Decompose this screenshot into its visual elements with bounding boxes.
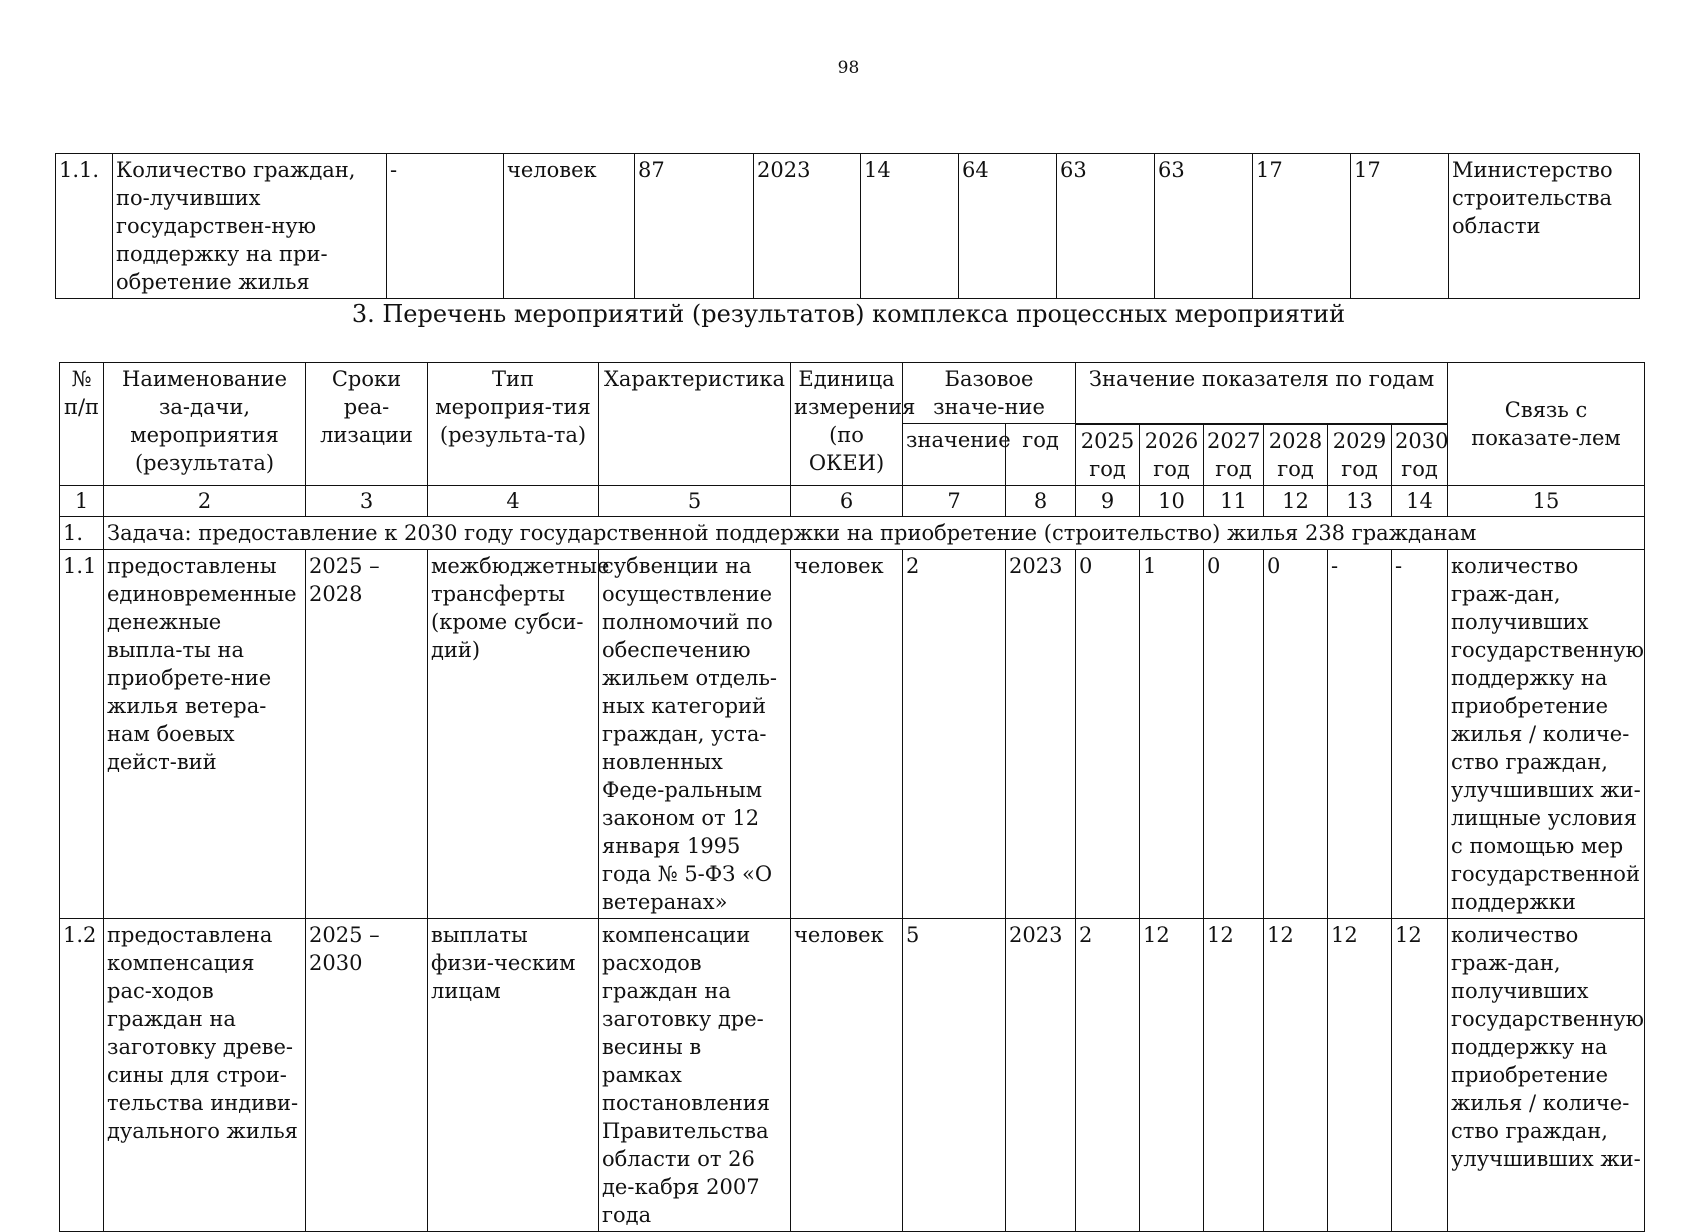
measure-name: предоставлена компенсация рас-ходов граждан на заготовку древе-сины для строи-тельства индиви-дуального жилья	[104, 919, 306, 1232]
table-row	[56, 154, 1640, 299]
year-value: 0	[1204, 550, 1264, 919]
header-link: Связь с показате-лем	[1448, 363, 1645, 486]
year-value: 12	[1264, 919, 1328, 1232]
base-year: 2023	[1006, 919, 1076, 1232]
characteristic: компенсации расходов граждан на заготовку дре-весины в рамках постановления Правительства области от 26 де-кабря 2007 года	[599, 919, 791, 1232]
column-number: 6	[791, 486, 903, 517]
period: 2025 – 2030	[306, 919, 428, 1232]
page-number: 98	[837, 58, 860, 78]
header-year: 2029 год	[1328, 425, 1392, 486]
base-value: 2	[903, 550, 1006, 919]
year-value: 12	[1392, 919, 1448, 1232]
column-number: 1	[60, 486, 104, 517]
column-number: 5	[599, 486, 791, 517]
column-number: 3	[306, 486, 428, 517]
column-number: 8	[1006, 486, 1076, 517]
header-type: Тип мероприя-тия (результа-та)	[428, 363, 599, 486]
unit: человек	[791, 550, 903, 919]
year-value: 12	[1140, 919, 1204, 1232]
year-value: 1	[1140, 550, 1204, 919]
base-value: 5	[903, 919, 1006, 1232]
indicator-link: количество граж-дан, получивших государственную поддержку на приобретение жилья / количе-ство граждан, улучшивших жи-лищные условия с помощью мер государственной поддержки	[1448, 550, 1645, 919]
value: 63	[1057, 154, 1155, 299]
indicator-table	[55, 153, 1640, 299]
column-number: 11	[1204, 486, 1264, 517]
year-value: -	[1328, 550, 1392, 919]
column-number: 12	[1264, 486, 1328, 517]
task-text: Задача: предоставление к 2030 году государственной поддержки на приобретение (строительство) жилья 238 гражданам	[104, 517, 1645, 550]
header-name: Наименование за-дачи, мероприятия (результата)	[104, 363, 306, 486]
year-value: 0	[1264, 550, 1328, 919]
year-value: 2	[1076, 919, 1140, 1232]
table-row	[60, 550, 1645, 919]
responsible: Министерство строительства области	[1449, 154, 1640, 299]
column-number: 2	[104, 486, 306, 517]
header-period: Сроки реа-лизации	[306, 363, 428, 486]
unit: человек	[791, 919, 903, 1232]
unit: человек	[504, 154, 635, 299]
indicator-name: Количество граждан, по-лучивших государствен-ную поддержку на при-обретение жилья	[113, 154, 387, 299]
column-number: 14	[1392, 486, 1448, 517]
cell: -	[387, 154, 504, 299]
header-year: 2030 год	[1392, 425, 1448, 486]
header-unit: Единица измерения (по ОКЕИ)	[791, 363, 903, 486]
year-value: -	[1392, 550, 1448, 919]
column-number-row	[60, 486, 1645, 517]
measures-table	[59, 362, 1645, 1232]
year-value: 0	[1076, 550, 1140, 919]
column-number: 9	[1076, 486, 1140, 517]
base-year: 2023	[1006, 550, 1076, 919]
task-row	[60, 517, 1645, 550]
row-number: 1.1.	[56, 154, 113, 299]
period: 2025 – 2028	[306, 550, 428, 919]
indicator-link: количество граж-дан, получивших государственную поддержку на приобретение жилья / количе-ство граждан, улучшивших жи-	[1448, 919, 1645, 1232]
header-year: 2025 год	[1076, 425, 1140, 486]
header-values-by-year: Значение показателя по годам	[1076, 363, 1448, 424]
column-number: 7	[903, 486, 1006, 517]
header-year: 2027 год	[1204, 425, 1264, 486]
measure-name: предоставлены единовременные денежные выпла-ты на приобрете-ние жилья ветера-нам боевых дейст-вий	[104, 550, 306, 919]
header-row	[60, 363, 1645, 424]
value: 14	[861, 154, 959, 299]
row-number: 1.2	[60, 919, 104, 1232]
value: 17	[1351, 154, 1449, 299]
table-row	[60, 919, 1645, 1232]
characteristic: субвенции на осуществление полномочий по обеспечению жильем отдель-ных категорий граждан, уста-новленных Феде-ральным законом от 12 января 1995 года № 5-ФЗ «О ветеранах»	[599, 550, 791, 919]
column-number: 15	[1448, 486, 1645, 517]
measure-type: межбюджетные трансферты (кроме субси-дий)	[428, 550, 599, 919]
value: 17	[1253, 154, 1351, 299]
column-number: 4	[428, 486, 599, 517]
measure-type: выплаты физи-ческим лицам	[428, 919, 599, 1232]
value: 63	[1155, 154, 1253, 299]
header-characteristic: Характеристика	[599, 363, 791, 486]
header-year: 2026 год	[1140, 425, 1204, 486]
header-num: № п/п	[60, 363, 104, 486]
task-number: 1.	[60, 517, 104, 550]
year-value: 12	[1204, 919, 1264, 1232]
header-base: Базовое значе-ние	[903, 363, 1076, 424]
column-number: 13	[1328, 486, 1392, 517]
base-value: 87	[635, 154, 754, 299]
row-number: 1.1	[60, 550, 104, 919]
base-year: 2023	[754, 154, 861, 299]
header-base-value: значение	[903, 424, 1006, 486]
header-base-year: год	[1006, 424, 1076, 486]
year-value: 12	[1328, 919, 1392, 1232]
column-number: 10	[1140, 486, 1204, 517]
value: 64	[959, 154, 1057, 299]
header-year: 2028 год	[1264, 425, 1328, 486]
section-title: 3. Перечень мероприятий (результатов) комплекса процессных мероприятий	[351, 300, 1346, 328]
